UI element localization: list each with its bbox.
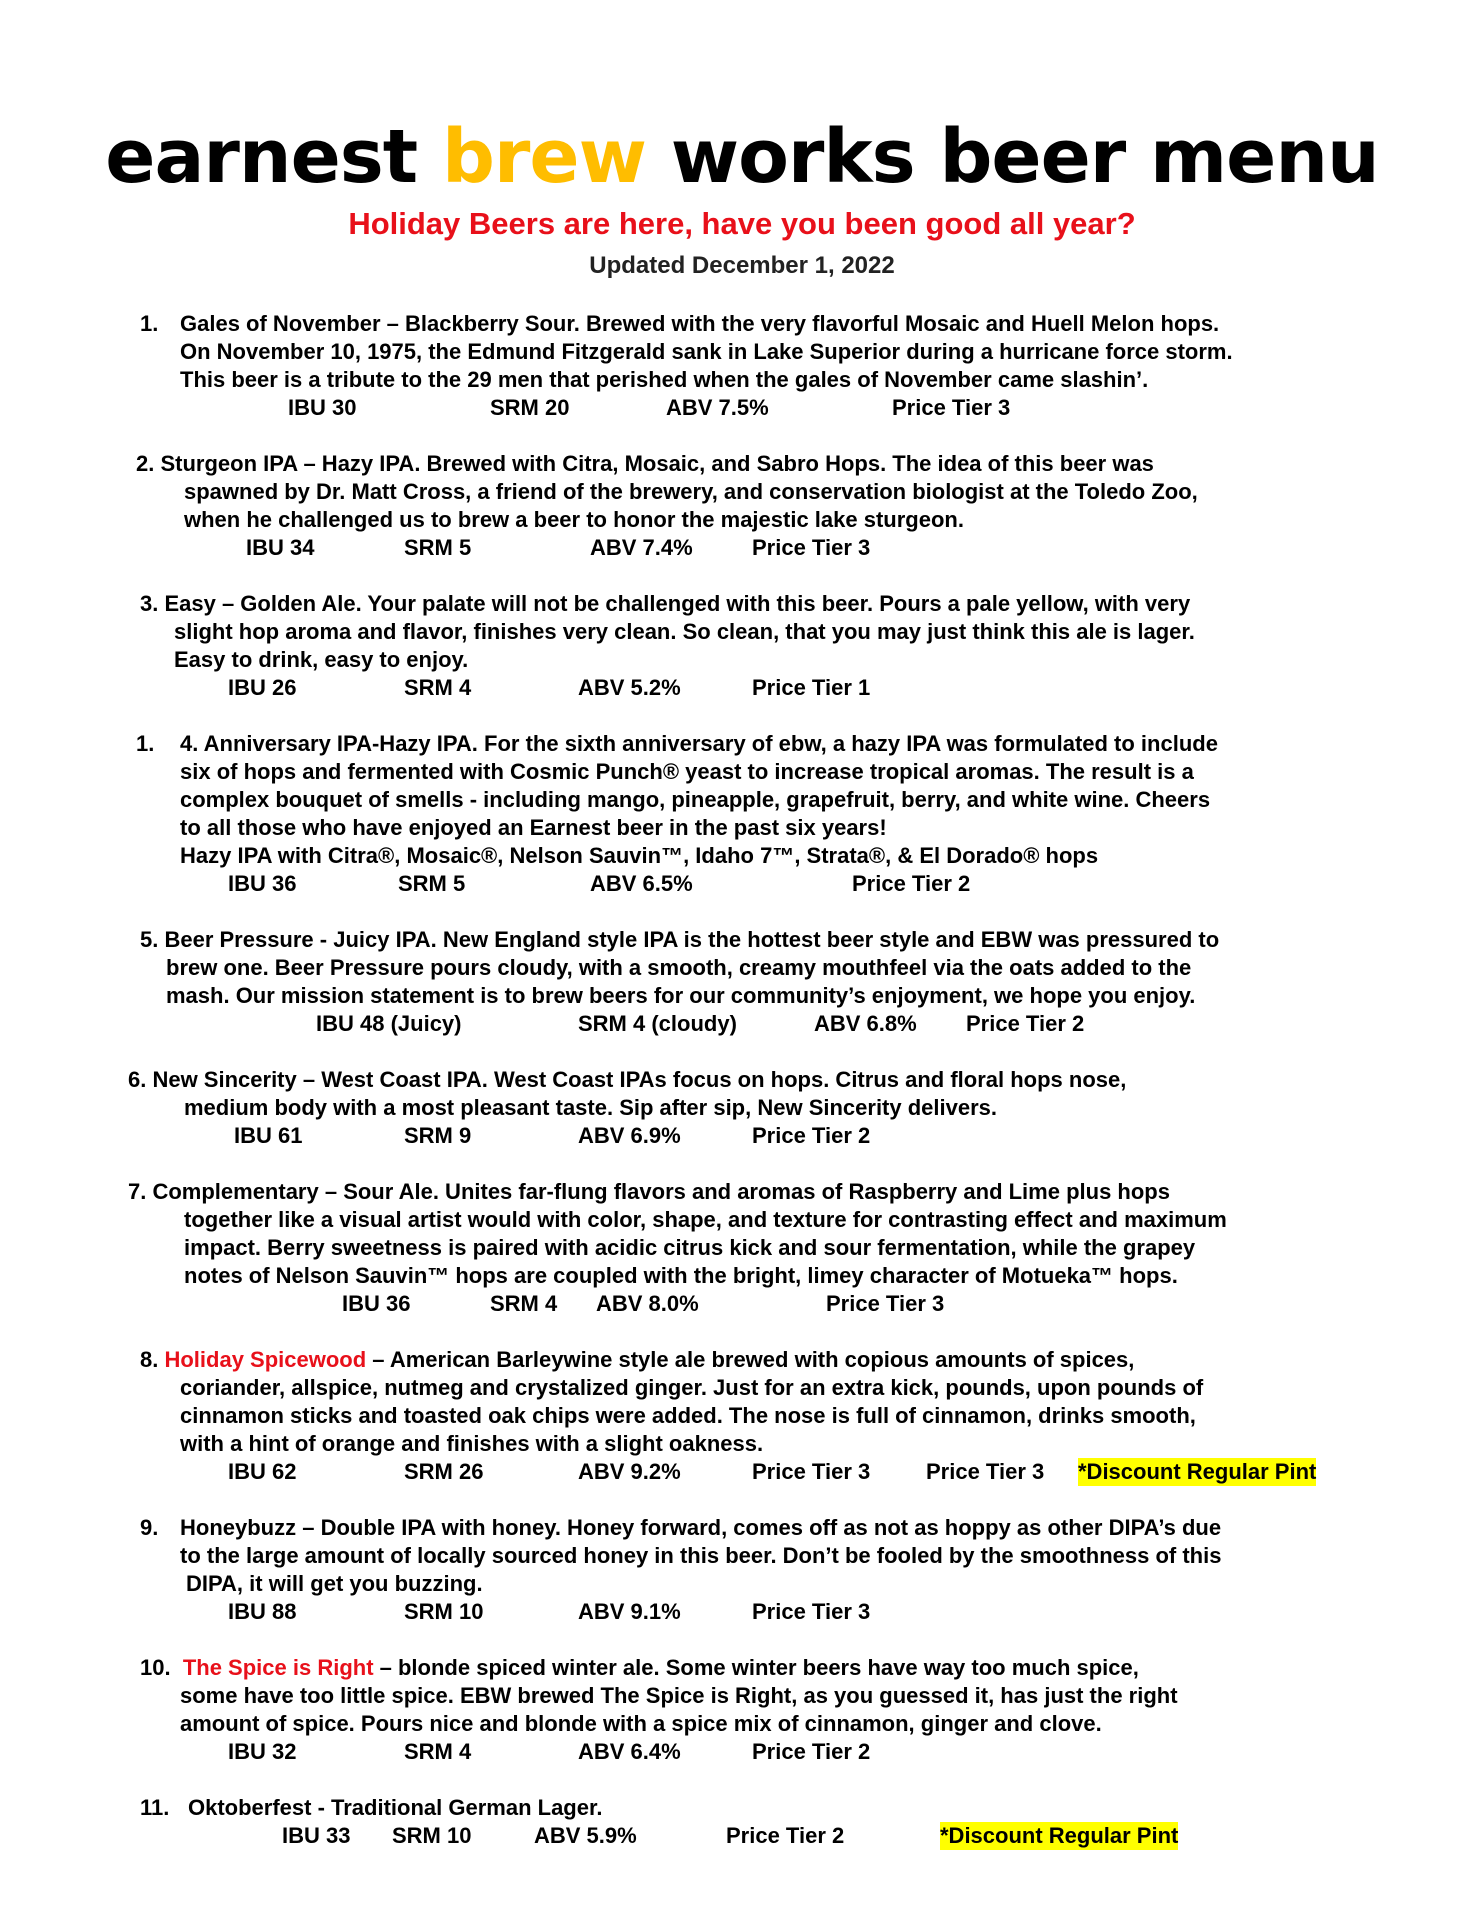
beer-ibu: IBU 62 — [228, 1459, 297, 1484]
beer-price-tier: Price Tier 2 — [966, 1011, 1085, 1036]
beer-desc-line: Gales of November – Blackberry Sour. Brewed with the very flavorful Mosaic and Huell Melon hops. — [180, 311, 1220, 336]
beer-desc-line: Honeybuzz – Double IPA with honey. Honey forward, comes off as not as hoppy as other DIPA’s due — [180, 1515, 1222, 1540]
beer-number: 8. — [140, 1347, 159, 1372]
beer-abv: ABV 6.4% — [578, 1739, 681, 1764]
beer-price-tier: Price Tier 3 — [752, 1459, 871, 1484]
beer-price-tier: Price Tier 3 — [752, 1599, 871, 1624]
beer-desc-line: to the large amount of locally sourced honey in this beer. Don’t be fooled by the smoothness of this — [180, 1543, 1222, 1568]
beer-desc-line: spawned by Dr. Matt Cross, a friend of the brewery, and conservation biologist at the Toledo Zoo, — [184, 479, 1198, 504]
beer-srm: SRM 5 — [404, 535, 472, 560]
beer-desc-line: to all those who have enjoyed an Earnest beer in the past six years! — [180, 815, 887, 840]
beer-srm: SRM 4 (cloudy) — [578, 1011, 737, 1036]
beer-ibu: IBU 32 — [228, 1739, 297, 1764]
beer-ibu: IBU 36 — [342, 1291, 411, 1316]
beer-number: 11. — [140, 1795, 170, 1820]
beer-price-tier: Price Tier 2 — [752, 1739, 871, 1764]
title-part-works-beer-menu: works beer menu — [645, 114, 1379, 200]
beer-ibu: IBU 34 — [246, 535, 315, 560]
beer-abv: ABV 7.5% — [666, 395, 769, 420]
beer-desc-line: together like a visual artist would with color, shape, and texture for contrasting effect and maximum — [184, 1207, 1227, 1232]
beer-price-tier: Price Tier 2 — [852, 871, 971, 896]
beer-hops-line: Hazy IPA with Citra®, Mosaic®, Nelson Sauvin™, Idaho 7™, Strata®, & El Dorado® hops — [180, 843, 1099, 868]
beer-abv: ABV 6.9% — [578, 1123, 681, 1148]
beer-desc-line: brew one. Beer Pressure pours cloudy, with a smooth, creamy mouthfeel via the oats added to the — [166, 955, 1192, 980]
beer-srm: SRM 4 — [404, 675, 472, 700]
beer-abv: ABV 6.5% — [590, 871, 693, 896]
beer-srm: SRM 20 — [490, 395, 570, 420]
beer-number: 10. — [140, 1655, 171, 1680]
beer-srm: SRM 10 — [404, 1599, 484, 1624]
discount-badge: *Discount Regular Pint — [940, 1823, 1179, 1848]
beer-desc-line: slight hop aroma and flavor, finishes very clean. So clean, that you may just think this ale is lager. — [174, 619, 1195, 644]
title-part-earnest: earnest — [105, 114, 442, 200]
beer-price-tier: Price Tier 1 — [752, 675, 871, 700]
beer-ibu: IBU 36 — [228, 871, 297, 896]
beer-srm: SRM 26 — [404, 1459, 484, 1484]
beer-name-holiday: Holiday Spicewood — [164, 1347, 367, 1372]
beer-desc-line: complex bouquet of smells - including mango, pineapple, grapefruit, berry, and white wine. Cheers — [180, 787, 1211, 812]
beer-desc-inline: – American Barleywine style ale brewed with copious amounts of spices, — [366, 1347, 1135, 1372]
menu-title — [0, 112, 1484, 202]
beer-desc-line: mash. Our mission statement is to brew beers for our community’s enjoyment, we hope you enjoy. — [166, 983, 1196, 1008]
beer-srm: SRM 4 — [490, 1291, 558, 1316]
beer-srm: SRM 10 — [392, 1823, 472, 1848]
beer-price-tier-2: Price Tier 3 — [926, 1459, 1045, 1484]
beer-srm: SRM 9 — [404, 1123, 472, 1148]
holiday-subtitle: Holiday Beers are here, have you been good all year? — [348, 206, 1136, 241]
beer-ibu: IBU 26 — [228, 675, 297, 700]
beer-desc-line: DIPA, it will get you buzzing. — [186, 1571, 483, 1596]
beer-desc-line: when he challenged us to brew a beer to honor the majestic lake sturgeon. — [184, 507, 964, 532]
beer-price-tier: Price Tier 3 — [892, 395, 1011, 420]
beer-ibu: IBU 88 — [228, 1599, 297, 1624]
beer-desc-line: 3. Easy – Golden Ale. Your palate will not be challenged with this beer. Pours a pale yellow, with very — [140, 591, 1191, 616]
beer-desc-line: 4. Anniversary IPA-Hazy IPA. For the sixth anniversary of ebw, a hazy IPA was formulated to include — [180, 731, 1218, 756]
beer-price-tier: Price Tier 2 — [726, 1823, 845, 1848]
beer-abv: ABV 9.1% — [578, 1599, 681, 1624]
beer-srm: SRM 4 — [404, 1739, 472, 1764]
beer-abv: ABV 5.9% — [534, 1823, 637, 1848]
beer-price-tier: Price Tier 3 — [826, 1291, 945, 1316]
beer-first-line — [140, 1654, 1139, 1682]
beer-desc-line: impact. Berry sweetness is paired with acidic citrus kick and sour fermentation, while the grapey — [184, 1235, 1196, 1260]
beer-name-holiday: The Spice is Right — [182, 1655, 374, 1680]
beer-price-tier: Price Tier 2 — [752, 1123, 871, 1148]
beer-desc-line: On November 10, 1975, the Edmund Fitzgerald sank in Lake Superior during a hurricane force storm. — [180, 339, 1233, 364]
beer-desc-line: 7. Complementary – Sour Ale. Unites far-flung flavors and aromas of Raspberry and Lime plus hops — [128, 1179, 1170, 1204]
beer-abv: ABV 7.4% — [590, 535, 693, 560]
beer-desc-line: some have too little spice. EBW brewed The Spice is Right, as you guessed it, has just the right — [180, 1683, 1178, 1708]
beer-desc-line: 6. New Sincerity – West Coast IPA. West Coast IPAs focus on hops. Citrus and floral hops nose, — [128, 1067, 1127, 1092]
beer-desc-line: notes of Nelson Sauvin™ hops are coupled with the bright, limey character of Motueka™ hops. — [184, 1263, 1178, 1288]
beer-first-line — [140, 1346, 1134, 1374]
beer-abv: ABV 8.0% — [596, 1291, 699, 1316]
beer-desc-line: This beer is a tribute to the 29 men that perished when the gales of November came slashin’. — [180, 367, 1149, 392]
beer-abv: ABV 9.2% — [578, 1459, 681, 1484]
beer-number: 9. — [140, 1515, 159, 1540]
beer-desc-line: 2. Sturgeon IPA – Hazy IPA. Brewed with Citra, Mosaic, and Sabro Hops. The idea of this beer was — [136, 451, 1154, 476]
beer-ibu: IBU 48 (Juicy) — [316, 1011, 462, 1036]
beer-number: 1. — [136, 731, 155, 756]
beer-desc-line: medium body with a most pleasant taste. Sip after sip, New Sincerity delivers. — [184, 1095, 998, 1120]
beer-ibu: IBU 33 — [282, 1823, 351, 1848]
beer-desc-line: amount of spice. Pours nice and blonde with a spice mix of cinnamon, ginger and clove. — [180, 1711, 1102, 1736]
beer-ibu: IBU 30 — [288, 395, 357, 420]
beer-desc-line: with a hint of orange and finishes with a slight oakness. — [180, 1431, 764, 1456]
beer-desc-line: Easy to drink, easy to enjoy. — [174, 647, 469, 672]
beer-desc-line: six of hops and fermented with Cosmic Punch® yeast to increase tropical aromas. The result is a — [180, 759, 1194, 784]
beer-abv: ABV 6.8% — [814, 1011, 917, 1036]
beer-desc-line: Oktoberfest - Traditional German Lager. — [188, 1795, 603, 1820]
discount-badge: *Discount Regular Pint — [1078, 1459, 1317, 1484]
beer-ibu: IBU 61 — [234, 1123, 303, 1148]
beer-srm: SRM 5 — [398, 871, 466, 896]
updated-date: Updated December 1, 2022 — [589, 252, 895, 279]
beer-price-tier: Price Tier 3 — [752, 535, 871, 560]
title-part-brew: brew — [441, 114, 646, 200]
beer-desc-line: coriander, allspice, nutmeg and crystalized ginger. Just for an extra kick, pounds, upon pounds of — [180, 1375, 1204, 1400]
beer-desc-inline: – blonde spiced winter ale. Some winter beers have way too much spice, — [373, 1655, 1139, 1680]
beer-desc-line: cinnamon sticks and toasted oak chips were added. The nose is full of cinnamon, drinks smooth, — [180, 1403, 1196, 1428]
beer-abv: ABV 5.2% — [578, 675, 681, 700]
beer-number: 1. — [140, 311, 159, 336]
beer-desc-line: 5. Beer Pressure - Juicy IPA. New England style IPA is the hottest beer style and EBW was pressured to — [140, 927, 1220, 952]
